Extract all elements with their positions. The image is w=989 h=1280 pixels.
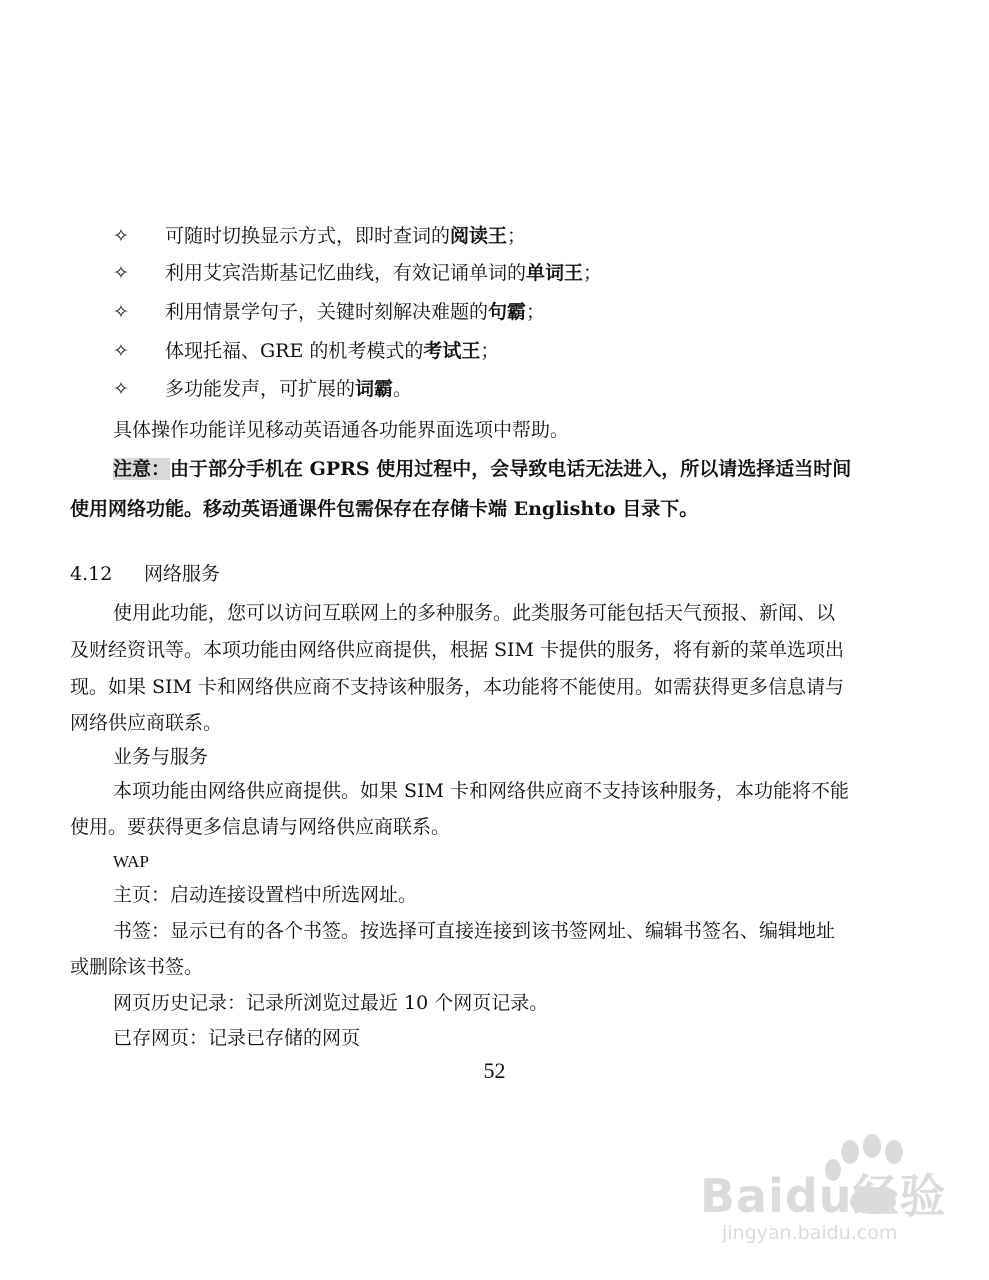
bullet-text: 体现托福、GRE 的机考模式的 [165, 340, 424, 362]
bullet-tail: 。 [393, 378, 413, 400]
para2-line: 本项功能由网络供应商提供。如果 SIM 卡和网络供应商不支持该种服务，本功能将不能 [113, 780, 850, 802]
bookmarks-line: 书签：显示已有的各个书签。按选择可直接连接到该书签网址、编辑书签名、编辑地址 [113, 920, 836, 942]
diamond-bullet-icon: ✧ [113, 301, 129, 323]
wap-heading: WAP [113, 852, 149, 871]
bullet-item [113, 256, 602, 290]
note-line-1 [113, 452, 963, 486]
bullet-item [113, 295, 545, 329]
para1-line: 使用此功能，您可以访问互联网上的多种服务。此类服务可能包括天气预报、新闻、以 [113, 602, 836, 624]
section-heading [70, 557, 220, 591]
bullet-item [113, 334, 499, 368]
bullet-bold: 阅读王 [450, 225, 508, 247]
para2-line: 使用。要获得更多信息请与网络供应商联系。 [70, 816, 451, 838]
bullet-text: 利用艾宾浩斯基记忆曲线，有效记诵单词的 [165, 262, 527, 284]
bullet-item [113, 372, 412, 406]
section-number: 4.12 [70, 563, 113, 585]
bullet-tail: ； [480, 340, 500, 362]
watermark-url: jingyan.baidu.com [722, 1222, 898, 1244]
para1-line: 网络供应商联系。 [70, 712, 223, 734]
note-label: 注意： [113, 458, 171, 480]
bullet-tail: ； [526, 301, 546, 323]
intro-line: 具体操作功能详见移动英语通各功能界面选项中帮助。 [113, 419, 570, 441]
bullet-tail: ； [507, 225, 527, 247]
diamond-bullet-icon: ✧ [113, 225, 129, 247]
note-text-1: 由于部分手机在 GPRS 使用过程中，会导致电话无法进入，所以请选择适当时间 [170, 458, 852, 480]
diamond-bullet-icon: ✧ [113, 378, 129, 400]
watermark-brand: Baidu经验 [700, 1169, 947, 1223]
bullet-text: 多功能发声，可扩展的 [165, 378, 356, 400]
bullet-bold: 考试王 [423, 340, 481, 362]
bullet-bold: 单词王 [526, 262, 584, 284]
saved-pages-line: 已存网页：记录已存储的网页 [113, 1027, 361, 1049]
page-number: 52 [483, 1058, 506, 1083]
bullet-bold: 词霸 [355, 378, 394, 400]
diamond-bullet-icon: ✧ [113, 262, 129, 284]
para1-line: 及财经资讯等。本项功能由网络供应商提供，根据 SIM 卡提供的服务，将有新的菜单选项出 [70, 639, 845, 661]
bullet-text: 利用情景学句子，关键时刻解决难题的 [165, 301, 489, 323]
baidu-watermark [700, 1130, 950, 1260]
bullet-tail: ； [583, 262, 603, 284]
bookmarks-line: 或删除该书签。 [70, 956, 204, 978]
homepage-line: 主页：启动连接设置档中所选网址。 [113, 884, 418, 906]
bullet-bold: 句霸 [488, 301, 527, 323]
history-line: 网页历史记录：记录所浏览过最近 10 个网页记录。 [113, 992, 549, 1014]
section-title: 网络服务 [144, 563, 221, 585]
bullet-text: 可随时切换显示方式，即时查词的 [165, 225, 451, 247]
para1-line: 现。如果 SIM 卡和网络供应商不支持该种服务，本功能将不能使用。如需获得更多信息请与 [70, 676, 845, 698]
subheading-services: 业务与服务 [113, 746, 209, 768]
diamond-bullet-icon: ✧ [113, 340, 129, 362]
note-line-2: 使用网络功能。移动英语通课件包需保存在存储卡端 Englishto 目录下。 [70, 498, 699, 520]
bullet-item [113, 219, 526, 253]
